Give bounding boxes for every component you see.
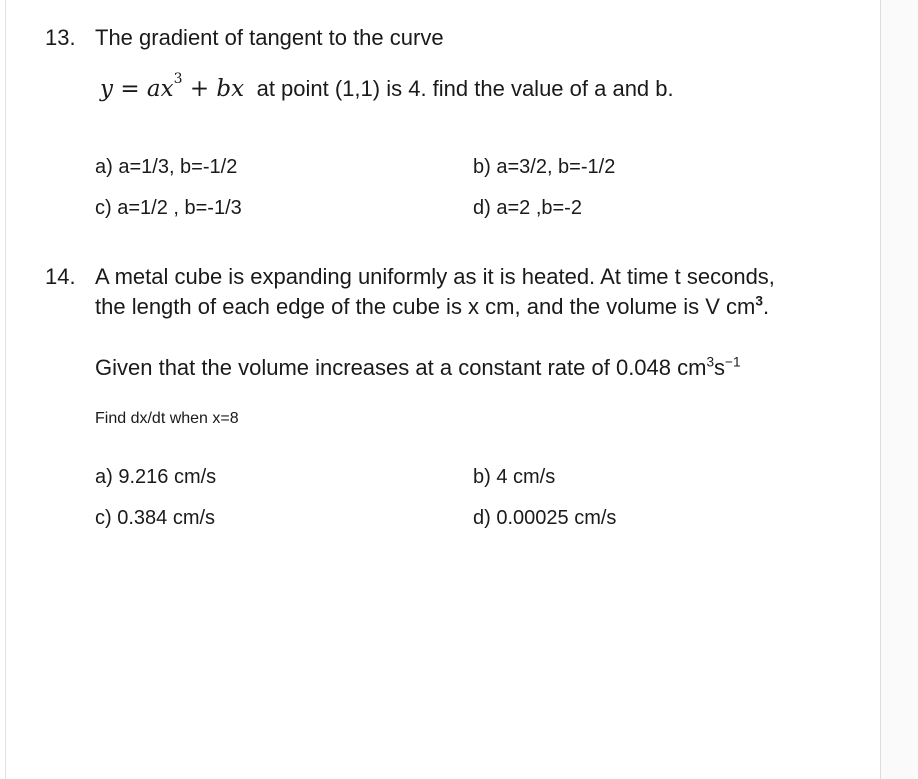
- question-13-option-b[interactable]: b) a=3/2, b=-1/2: [473, 156, 616, 178]
- rate-unit-exponent-2: −1: [725, 354, 741, 370]
- question-13-option-a[interactable]: a) a=1/3, b=-1/2: [95, 156, 238, 178]
- question-14-line-2-end: .: [762, 294, 770, 319]
- equation-term2: bx: [216, 76, 245, 102]
- question-14-line-1: A metal cube is expanding uniformly as it is heated. At time t seconds,: [95, 264, 775, 289]
- question-13-option-c[interactable]: c) a=1/2 , b=-1/3: [95, 197, 242, 219]
- equation-equals: =: [120, 76, 140, 102]
- question-14-line-2-text: the length of each edge of the cube is x cm, and the volume is V cm: [95, 294, 756, 319]
- question-14-option-d[interactable]: d) 0.00025 cm/s: [473, 507, 617, 529]
- question-14-rate: [95, 355, 741, 381]
- page-left-border: [5, 0, 6, 779]
- volume-unit-exponent: 3: [755, 293, 763, 309]
- equation-lhs: y: [100, 76, 113, 102]
- question-13-condition: at point (1,1) is 4. find the value of a and b.: [256, 76, 674, 101]
- question-14-option-c[interactable]: c) 0.384 cm/s: [95, 507, 216, 529]
- equation-plus: +: [189, 76, 210, 102]
- question-14-rate-text: Given that the volume increases at a constant rate of 0.048 cm: [95, 355, 707, 380]
- right-gutter: [881, 0, 918, 779]
- question-14-option-b[interactable]: b) 4 cm/s: [473, 466, 556, 488]
- question-14-option-a[interactable]: a) 9.216 cm/s: [95, 466, 217, 488]
- question-13-option-d[interactable]: d) a=2 ,b=-2: [473, 197, 582, 219]
- curve-equation: [100, 71, 245, 102]
- equation-term1-exponent: 3: [173, 71, 183, 88]
- rate-unit-seconds: s: [714, 355, 726, 380]
- question-13-number: 13.: [45, 25, 76, 50]
- question-14-number: 14.: [45, 264, 76, 289]
- question-13-equation-line: [100, 71, 674, 102]
- question-13-stem: The gradient of tangent to the curve: [95, 25, 444, 50]
- question-14-line-2: [95, 294, 769, 320]
- question-14-find: Find dx/dt when x=8: [95, 410, 239, 427]
- equation-term1: ax: [146, 76, 174, 102]
- rate-unit-exponent-1: 3: [706, 354, 715, 370]
